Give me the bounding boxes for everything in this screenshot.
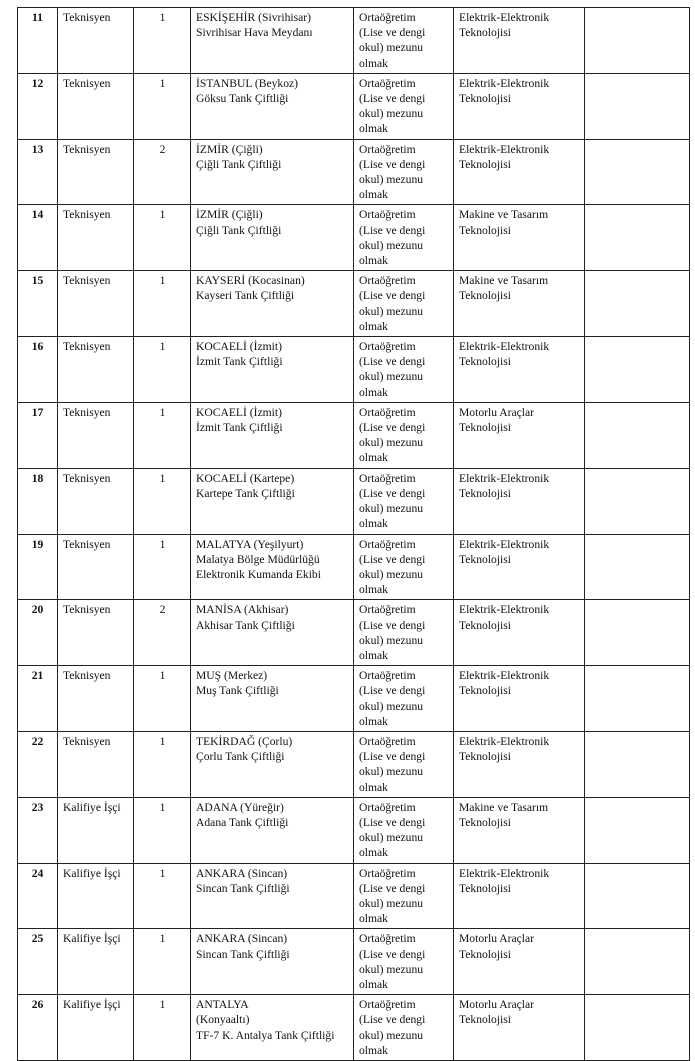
- education-requirement: Ortaöğretim (Lise ve dengi okul) mezunu olmak: [354, 73, 454, 139]
- table-body: [18, 8, 690, 1061]
- education-requirement: Ortaöğretim (Lise ve dengi okul) mezunu olmak: [354, 205, 454, 271]
- department: Elektrik-Elektronik Teknolojisi: [454, 139, 585, 205]
- position-title: Kalifiye İşçi: [58, 863, 134, 929]
- position-title: Teknisyen: [58, 731, 134, 797]
- position-count: 1: [134, 731, 191, 797]
- position-count: 2: [134, 600, 191, 666]
- note-cell: [585, 600, 690, 666]
- position-title: Kalifiye İşçi: [58, 995, 134, 1061]
- position-count: 1: [134, 271, 191, 337]
- note-cell: [585, 731, 690, 797]
- position-title: Teknisyen: [58, 8, 134, 74]
- department: Elektrik-Elektronik Teknolojisi: [454, 863, 585, 929]
- education-requirement: Ortaöğretim (Lise ve dengi okul) mezunu olmak: [354, 271, 454, 337]
- position-count: 1: [134, 468, 191, 534]
- department: Elektrik-Elektronik Teknolojisi: [454, 600, 585, 666]
- position-title: Teknisyen: [58, 600, 134, 666]
- department: Makine ve Tasarım Teknolojisi: [454, 271, 585, 337]
- education-requirement: Ortaöğretim (Lise ve dengi okul) mezunu olmak: [354, 797, 454, 863]
- row-number: 23: [18, 797, 58, 863]
- work-location: TEKİRDAĞ (Çorlu) Çorlu Tank Çiftliği: [191, 731, 354, 797]
- note-cell: [585, 73, 690, 139]
- position-count: 1: [134, 73, 191, 139]
- note-cell: [585, 863, 690, 929]
- table-row: [18, 666, 690, 732]
- position-title: Teknisyen: [58, 666, 134, 732]
- row-number: 17: [18, 402, 58, 468]
- position-count: 1: [134, 863, 191, 929]
- education-requirement: Ortaöğretim (Lise ve dengi okul) mezunu olmak: [354, 666, 454, 732]
- department: Elektrik-Elektronik Teknolojisi: [454, 666, 585, 732]
- department: Elektrik-Elektronik Teknolojisi: [454, 8, 585, 74]
- position-count: 1: [134, 337, 191, 403]
- row-number: 16: [18, 337, 58, 403]
- table-row: [18, 205, 690, 271]
- department: Motorlu Araçlar Teknolojisi: [454, 929, 585, 995]
- row-number: 20: [18, 600, 58, 666]
- education-requirement: Ortaöğretim (Lise ve dengi okul) mezunu olmak: [354, 402, 454, 468]
- table-row: [18, 797, 690, 863]
- row-number: 15: [18, 271, 58, 337]
- document-page: [17, 7, 689, 1061]
- position-count: 1: [134, 534, 191, 600]
- work-location: MALATYA (Yeşilyurt) Malatya Bölge Müdürlüğü Elektronik Kumanda Ekibi: [191, 534, 354, 600]
- position-title: Teknisyen: [58, 468, 134, 534]
- department: Elektrik-Elektronik Teknolojisi: [454, 534, 585, 600]
- row-number: 21: [18, 666, 58, 732]
- work-location: İZMİR (Çiğli) Çiğli Tank Çiftliği: [191, 205, 354, 271]
- department: Elektrik-Elektronik Teknolojisi: [454, 337, 585, 403]
- table-row: [18, 731, 690, 797]
- work-location: KOCAELİ (İzmit) İzmit Tank Çiftliği: [191, 337, 354, 403]
- department: Motorlu Araçlar Teknolojisi: [454, 402, 585, 468]
- row-number: 19: [18, 534, 58, 600]
- education-requirement: Ortaöğretim (Lise ve dengi okul) mezunu olmak: [354, 337, 454, 403]
- table-row: [18, 600, 690, 666]
- table-row: [18, 337, 690, 403]
- education-requirement: Ortaöğretim (Lise ve dengi okul) mezunu olmak: [354, 731, 454, 797]
- work-location: ESKİŞEHİR (Sivrihisar) Sivrihisar Hava Meydanı: [191, 8, 354, 74]
- position-title: Teknisyen: [58, 402, 134, 468]
- position-count: 1: [134, 402, 191, 468]
- job-listing-table: [17, 7, 690, 1061]
- education-requirement: Ortaöğretim (Lise ve dengi okul) mezunu olmak: [354, 8, 454, 74]
- table-row: [18, 468, 690, 534]
- table-row: [18, 402, 690, 468]
- table-row: [18, 995, 690, 1061]
- position-title: Teknisyen: [58, 139, 134, 205]
- education-requirement: Ortaöğretim (Lise ve dengi okul) mezunu olmak: [354, 995, 454, 1061]
- note-cell: [585, 139, 690, 205]
- department: Makine ve Tasarım Teknolojisi: [454, 205, 585, 271]
- department: Motorlu Araçlar Teknolojisi: [454, 995, 585, 1061]
- education-requirement: Ortaöğretim (Lise ve dengi okul) mezunu olmak: [354, 600, 454, 666]
- work-location: ANKARA (Sincan) Sincan Tank Çiftliği: [191, 929, 354, 995]
- row-number: 22: [18, 731, 58, 797]
- work-location: KOCAELİ (İzmit) İzmit Tank Çiftliği: [191, 402, 354, 468]
- note-cell: [585, 666, 690, 732]
- position-title: Teknisyen: [58, 271, 134, 337]
- position-count: 1: [134, 666, 191, 732]
- row-number: 18: [18, 468, 58, 534]
- education-requirement: Ortaöğretim (Lise ve dengi okul) mezunu olmak: [354, 139, 454, 205]
- position-count: 2: [134, 139, 191, 205]
- row-number: 11: [18, 8, 58, 74]
- note-cell: [585, 8, 690, 74]
- department: Elektrik-Elektronik Teknolojisi: [454, 731, 585, 797]
- work-location: ANKARA (Sincan) Sincan Tank Çiftliği: [191, 863, 354, 929]
- position-title: Teknisyen: [58, 534, 134, 600]
- work-location: MUŞ (Merkez) Muş Tank Çiftliği: [191, 666, 354, 732]
- table-row: [18, 534, 690, 600]
- note-cell: [585, 534, 690, 600]
- note-cell: [585, 337, 690, 403]
- position-title: Teknisyen: [58, 205, 134, 271]
- department: Elektrik-Elektronik Teknolojisi: [454, 73, 585, 139]
- work-location: İSTANBUL (Beykoz) Göksu Tank Çiftliği: [191, 73, 354, 139]
- table-row: [18, 271, 690, 337]
- work-location: İZMİR (Çiğli) Çiğli Tank Çiftliği: [191, 139, 354, 205]
- position-count: 1: [134, 797, 191, 863]
- education-requirement: Ortaöğretim (Lise ve dengi okul) mezunu olmak: [354, 863, 454, 929]
- position-title: Teknisyen: [58, 73, 134, 139]
- note-cell: [585, 271, 690, 337]
- department: Makine ve Tasarım Teknolojisi: [454, 797, 585, 863]
- position-count: 1: [134, 205, 191, 271]
- note-cell: [585, 995, 690, 1061]
- work-location: MANİSA (Akhisar) Akhisar Tank Çiftliği: [191, 600, 354, 666]
- position-count: 1: [134, 929, 191, 995]
- work-location: KOCAELİ (Kartepe) Kartepe Tank Çiftliği: [191, 468, 354, 534]
- row-number: 26: [18, 995, 58, 1061]
- table-row: [18, 929, 690, 995]
- education-requirement: Ortaöğretim (Lise ve dengi okul) mezunu olmak: [354, 929, 454, 995]
- position-count: 1: [134, 995, 191, 1061]
- note-cell: [585, 205, 690, 271]
- table-row: [18, 863, 690, 929]
- position-title: Teknisyen: [58, 337, 134, 403]
- position-count: 1: [134, 8, 191, 74]
- table-row: [18, 73, 690, 139]
- row-number: 13: [18, 139, 58, 205]
- note-cell: [585, 929, 690, 995]
- education-requirement: Ortaöğretim (Lise ve dengi okul) mezunu olmak: [354, 534, 454, 600]
- work-location: KAYSERİ (Kocasinan) Kayseri Tank Çiftliği: [191, 271, 354, 337]
- row-number: 14: [18, 205, 58, 271]
- row-number: 12: [18, 73, 58, 139]
- table-row: [18, 139, 690, 205]
- table-row: [18, 8, 690, 74]
- education-requirement: Ortaöğretim (Lise ve dengi okul) mezunu olmak: [354, 468, 454, 534]
- department: Elektrik-Elektronik Teknolojisi: [454, 468, 585, 534]
- position-title: Kalifiye İşçi: [58, 797, 134, 863]
- work-location: ADANA (Yüreğir) Adana Tank Çiftliği: [191, 797, 354, 863]
- work-location: ANTALYA (Konyaaltı) TF-7 K. Antalya Tank Çiftliği: [191, 995, 354, 1061]
- note-cell: [585, 402, 690, 468]
- note-cell: [585, 797, 690, 863]
- row-number: 24: [18, 863, 58, 929]
- position-title: Kalifiye İşçi: [58, 929, 134, 995]
- row-number: 25: [18, 929, 58, 995]
- note-cell: [585, 468, 690, 534]
